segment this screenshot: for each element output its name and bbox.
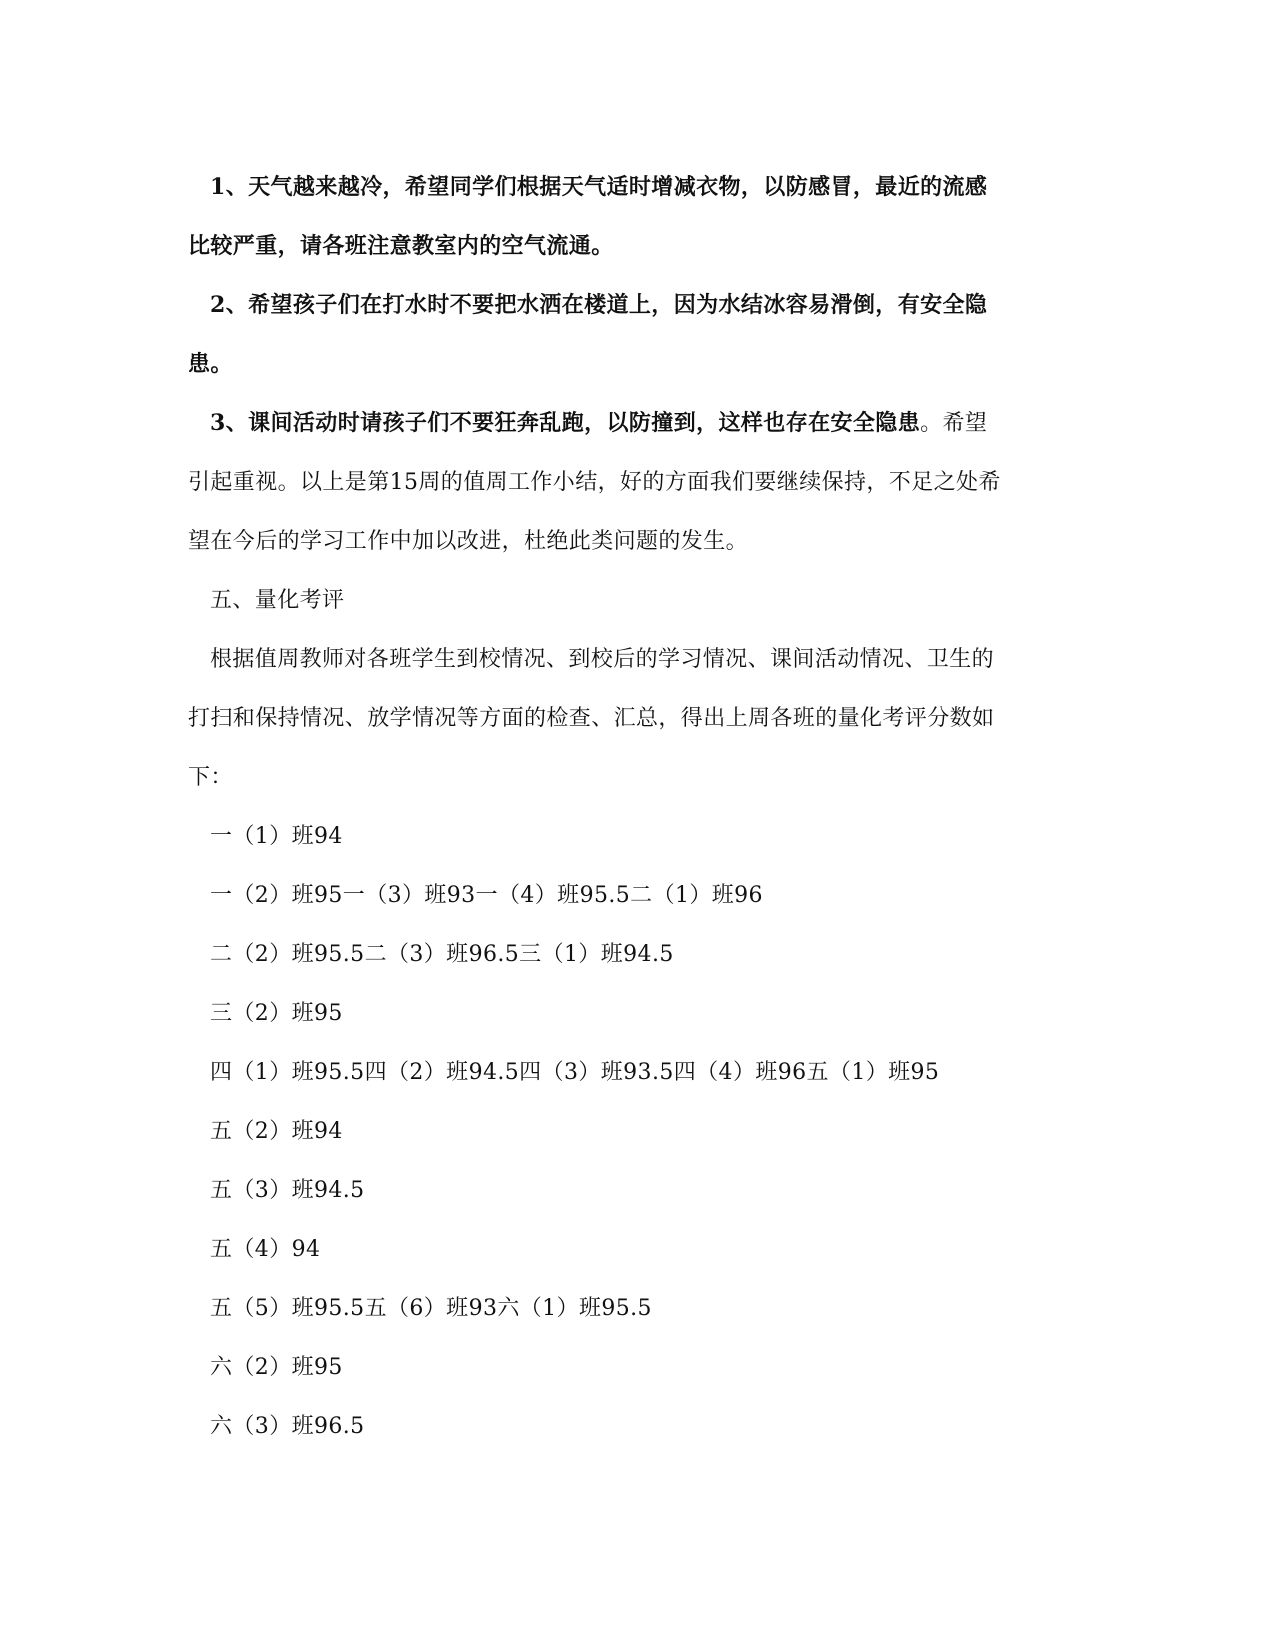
score-line: 三（2）班95 (210, 1001, 343, 1026)
score-line: 五（5）班95.5五（6）班93六（1）班95.5 (210, 1296, 652, 1321)
score-line: 一（2）班95一（3）班93一（4）班95.5二（1）班96 (210, 883, 763, 908)
notice-2-line-2: 患。 (188, 351, 233, 377)
score-list (188, 807, 1088, 1456)
section-heading: 五、量化考评 (210, 588, 345, 613)
notice-1-line-1: 1、天气越来越冷，希望同学们根据天气适时增减衣物，以防感冒，最近的流感 (210, 174, 988, 200)
score-line: 二（2）班95.5二（3）班96.5三（1）班94.5 (210, 942, 674, 967)
score-line: 六（2）班95 (210, 1355, 343, 1380)
notice-3-line-1 (188, 394, 1088, 453)
notice-3-bold-text: 3、课间活动时请孩子们不要狂奔乱跑，以防撞到，这样也存在安全隐患 (210, 410, 921, 436)
score-line: 五（2）班94 (210, 1119, 343, 1144)
score-line: 四（1）班95.5四（2）班94.5四（3）班93.5四（4）班96五（1）班95 (210, 1060, 940, 1085)
notice-3-line-3: 望在今后的学习工作中加以改进，杜绝此类问题的发生。 (188, 529, 749, 554)
notice-2-line-1: 2、希望孩子们在打水时不要把水洒在楼道上，因为水结冰容易滑倒，有安全隐 (210, 292, 988, 318)
notice-3-normal-text: 。希望 (920, 411, 988, 436)
score-line: 五（3）班94.5 (210, 1178, 365, 1203)
score-line: 五（4）94 (210, 1237, 321, 1262)
intro-line-3: 下： (188, 765, 233, 790)
score-line: 一（1）班94 (210, 824, 343, 849)
intro-line-1: 根据值周教师对各班学生到校情况、到校后的学习情况、课间活动情况、卫生的 (210, 647, 995, 672)
score-line: 六（3）班96.5 (210, 1414, 365, 1439)
intro-line-2: 打扫和保持情况、放学情况等方面的检查、汇总，得出上周各班的量化考评分数如 (188, 706, 995, 731)
document-page (188, 158, 1088, 1456)
notice-3-line-2: 引起重视。以上是第15周的值周工作小结，好的方面我们要继续保持，不足之处希 (188, 470, 1001, 495)
notice-1-line-2: 比较严重，请各班注意教室内的空气流通。 (188, 233, 614, 259)
